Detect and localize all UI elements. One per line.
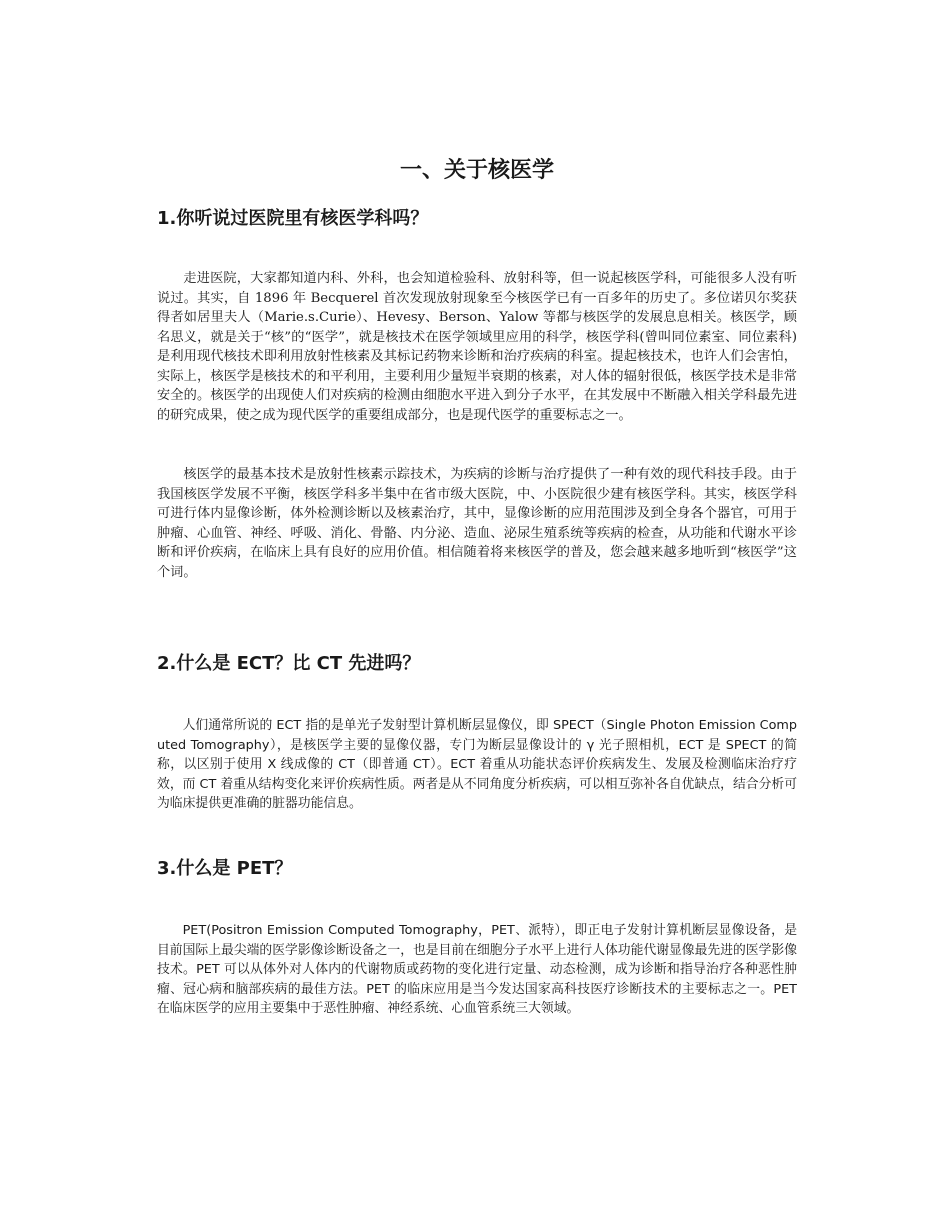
section-heading-2: 2.什么是 ECT？比 CT 先进吗？ <box>157 653 421 674</box>
section-heading-1: 1.你听说过医院里有核医学科吗？ <box>157 208 429 229</box>
section-2-paragraph-1: 人们通常所说的 ECT 指的是单光子发射型计算机断层显像仪，即 SPECT（Single Photon Emission Computed Tomography），是核医学主要的显像仪器，专门为断层显像设计的 γ 光子照相机，ECT 是 SPECT 的简称，以区别于使用 X 线成像的 CT（即普通 CT）。ECT 着重从功能状态评价疾病发生、发展及检测临床治疗疗效，而 CT 着重从结构变化来评价疾病性质。两者是从不同角度分析疾病，可以相互弥补各自优缺点，结合分析可为临床提供更准确的脏器功能信息。 <box>157 718 797 811</box>
document-page <box>157 0 797 1230</box>
chapter-title: 一、关于核医学 <box>399 158 554 183</box>
section-heading-3: 3.什么是 PET？ <box>157 858 293 879</box>
section-1-paragraph-2: 核医学的最基本技术是放射性核素示踪技术，为疾病的诊断与治疗提供了一种有效的现代科技手段。由于我国核医学发展不平衡，核医学科多半集中在省市级大医院，中、小医院很少建有核医学科。其实，核医学科可进行体内显像诊断，体外检测诊断以及核素治疗，其中，显像诊断的应用范围涉及到全身各个器官，可用于肿瘤、心血管、神经、呼吸、消化、骨骼、内分泌、造血、泌尿生殖系统等疾病的检查，从功能和代谢水平诊断和评价疾病，在临床上具有良好的应用价值。相信随着将来核医学的普及，您会越来越多地听到“核医学”这个词。 <box>157 467 797 580</box>
section-3-paragraph-1: PET(Positron Emission Computed Tomography，PET、派特），即正电子发射计算机断层显像设备，是目前国际上最尖端的医学影像诊断设备之一，也是目前在细胞分子水平上进行人体功能代谢显像最先进的医学影像技术。PET 可以从体外对人体内的代谢物质或药物的变化进行定量、动态检测，成为诊断和指导治疗各种恶性肿瘤、冠心病和脑部疾病的最佳方法。PET 的临床应用是当今发达国家高科技医疗诊断技术的主要标志之一。PET 在临床医学的应用主要集中于恶性肿瘤、神经系统、心血管系统三大领域。 <box>157 923 797 1016</box>
section-1-paragraph-1: 走进医院，大家都知道内科、外科，也会知道检验科、放射科等，但一说起核医学科，可能很多人没有听说过。其实，自 1896 年 Becquerel 首次发现放射现象至今核医学已有一百多年的历史了。多位诺贝尔奖获得者如居里夫人（Marie.s.Curie）、Hevesy、Berson、Yalow 等都与核医学的发展息息相关。核医学，顾名思义，就是关于“核”的“医学”，就是核技术在医学领域里应用的科学，核医学科(曾叫同位素室、同位素科)是利用现代核技术即利用放射性核素及其标记药物来诊断和治疗疾病的科室。提起核技术，也许人们会害怕，实际上，核医学是核技术的和平利用，主要利用少量短半衰期的核素，对人体的辐射很低，核医学技术是非常安全的。核医学的出现使人们对疾病的检测由细胞水平进入到分子水平，在其发展中不断融入相关学科最先进的研究成果，使之成为现代医学的重要组成部分，也是现代医学的重要标志之一。 <box>157 271 797 423</box>
